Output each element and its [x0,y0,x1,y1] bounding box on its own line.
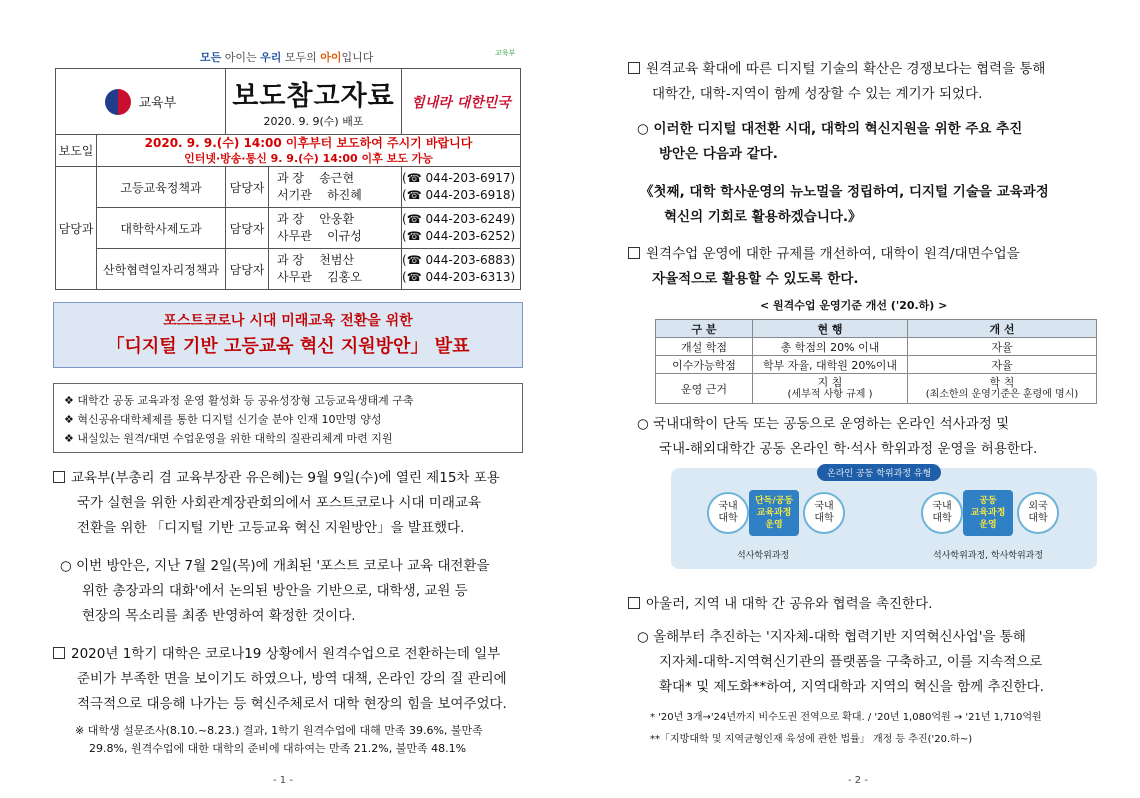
text-line: 2020년 1학기 대학은 코로나19 상황에서 원격수업으로 전환하는데 일부 [71,646,501,662]
release-label: 보도일 [56,135,97,167]
phone-number: 044-203-6249 [425,212,511,226]
checkbox-bullet-icon [628,247,640,259]
circle-bullet-icon: ○ [60,558,77,574]
bullet-icon: ❖ [64,413,78,426]
phone-number: 044-203-6313 [425,270,511,284]
table-title: < 원격수업 운영기준 개선 ('20.하) > [760,299,948,312]
left-center-box: 단독/공동 교육과정 운영 [749,490,799,536]
cell-line: (최소한의 운영기준은 훈령에 명시) [925,388,1079,400]
p2-paragraph-6 [637,625,1102,700]
page-number: - 2 - [848,775,868,786]
circle-bullet-icon: ○ [637,629,654,645]
text-line: 대학간, 대학-지역이 함께 성장할 수 있는 계기가 되었다. [652,86,983,102]
mini-logo: 교육부 [495,49,516,57]
phone-number: 044-203-6918 [425,188,511,202]
summary-text: 내실있는 원격/대면 수업운영을 위한 대학의 질관리체계 마련 지원 [77,432,393,445]
role-label: 담당자 [226,167,269,208]
contact-phones: (☎ 044-203-6249) (☎ 044-203-6252) [402,208,521,249]
dept-name: 고등교육정책과 [97,167,226,208]
dept-name: 대학학사제도과 [97,208,226,249]
text-line: 아울러, 지역 내 대학 간 공유와 협력을 촉진한다. [646,596,933,612]
bullet-icon: ❖ [64,394,78,407]
phone-icon: ☎ [406,229,422,243]
text-line: 준비가 부족한 면을 보이기도 하였으나, 방역 대책, 온라인 강의 질 관리에 [77,671,507,687]
text-line: 국가 실현을 위한 사회관계장관회의에서 포스트코로나 시대 미래교육 [77,495,481,511]
headline-banner [53,302,523,368]
footnote [75,722,530,758]
contact-phones: (☎ 044-203-6883) (☎ 044-203-6313) [402,249,521,290]
table-cell: 이수가능학점 [656,356,753,374]
contact-role: 과 장 [277,212,305,226]
release-cell [97,135,521,167]
diagram-title: 온라인 공동 학위과정 유형 [817,464,941,481]
right-domestic: 국내 대학 [921,492,963,534]
table-cell: 개설 학점 [656,338,753,356]
text-line: 국내대학이 단독 또는 공동으로 운영하는 온라인 석사과정 및 [653,416,1010,432]
circle-bullet-icon: ○ [637,121,654,137]
text-line: 현장의 목소리를 최종 반영하여 확정한 것이다. [82,608,356,624]
left-caption: 석사학위과정 [737,551,790,561]
role-label: 담당자 [226,249,269,290]
text-line: 전환을 위한 「디지털 기반 고등교육 혁신 지원방안」을 발표했다. [77,520,465,536]
contact-name: 천범산 [319,253,355,267]
cell-line: 지 침 [817,375,843,389]
table-header: 현 행 [753,320,908,338]
headline-subtitle: 포스트코로나 시대 미래교육 전환을 위한 [163,313,413,329]
checkbox-bullet-icon [628,62,640,74]
headline-title: 「디지털 기반 고등교육 혁신 지원방안」 발표 [106,336,470,357]
table-row [656,356,1097,374]
table-cell: 자율 [908,338,1097,356]
right-center-box: 공동 교육과정 운영 [963,490,1013,536]
contact-names [269,208,402,249]
circle-bullet-icon: ○ [637,416,654,432]
right-caption: 석사학위과정, 학사학위과정 [933,551,1044,561]
text-line: 《첫째, 대학 학사운영의 뉴노멀을 정립하여, 디지털 기술을 교육과정 [640,184,1049,200]
phone-icon: ☎ [406,171,422,185]
p2-paragraph-1 [628,57,1103,107]
checkbox-bullet-icon [628,597,640,609]
phone-number: 044-203-6252 [425,229,511,243]
contact-role: 서기관 [277,188,312,202]
text-line: 확대* 및 제도화**하여, 지역대학과 지역의 혁신을 함께 추진한다. [659,679,1044,695]
tagline-part: 아이 [320,51,342,64]
text-line: 29.8%, 원격수업에 대한 대학의 준비에 대하여는 만족 21.2%, 불만족 48.1% [89,742,467,755]
dept-name: 산학협력일자리정책과 [97,249,226,290]
table-cell: 총 학점의 20% 이내 [753,338,908,356]
contact-name: 안웅환 [319,212,355,226]
bullet-icon: ❖ [64,432,78,445]
tagline [200,49,373,65]
contact-name: 김홍오 [327,270,362,284]
contact-names [269,249,402,290]
left-domestic-b: 국내 대학 [803,492,845,534]
text-line: 혁신의 기회로 활용하겠습니다.》 [664,209,862,225]
role-label: 담당자 [226,208,269,249]
tagline-part: 우리 [260,51,282,64]
contact-role: 과 장 [277,253,305,267]
tagline-part: 모든 [200,51,222,64]
text-line: 원격교육 확대에 따른 디지털 기술의 확산은 경쟁보다는 협력을 통해 [646,61,1046,77]
text-line: **「지방대학 및 지역균형인재 육성에 관한 법률」 개정 등 추진('20.하~) [650,734,973,745]
p2-paragraph-3 [628,242,1103,292]
ministry-cell [56,69,226,135]
tagline-part: 모두의 [281,51,321,64]
table-header: 구 분 [656,320,753,338]
p2-quote [640,180,1100,230]
p2-paragraph-2 [637,117,1102,167]
text-line: 이러한 디지털 대전환 시대, 대학의 혁신지원을 위한 주요 추진 [653,121,1023,137]
tagline-part: 입니다 [341,51,374,64]
summary-item [64,429,522,448]
cell-line: 학 칙 [989,375,1015,389]
table-row [656,374,1097,404]
summary-box [53,383,523,453]
table-header: 개 선 [908,320,1097,338]
rule-table [655,319,1097,404]
summary-item [64,410,522,429]
phone-number: 044-203-6883 [425,253,511,267]
degree-type-diagram [671,468,1097,569]
table-cell: 운영 근거 [656,374,753,404]
page-number: - 1 - [273,775,293,786]
right-foreign: 외국 대학 [1017,492,1059,534]
summary-text: 혁신공유대학체제를 통한 디지털 신기술 분야 인재 10만명 양성 [77,413,382,426]
phone-icon: ☎ [406,253,422,267]
text-line: ※ 대학생 설문조사(8.10.~8.23.) 결과, 1학기 원격수업에 대해 만족 39.6%, 불만족 [75,724,483,737]
contact-role: 과 장 [277,171,305,185]
p2-paragraph-4 [637,412,1102,462]
summary-item [64,391,522,410]
tagline-part: 아이는 [221,51,261,64]
ministry-name: 교육부 [138,96,177,111]
text-line: 지자체-대학-지역혁신기관의 플랫폼을 구축하고, 이를 지속적으로 [659,654,1043,670]
p2-paragraph-5 [628,592,1103,617]
ministry-logo-icon [105,89,131,115]
release-line: 인터넷·방송·통신 9. 9.(수) 14:00 이후 보도 가능 [184,151,433,165]
contact-name: 송근현 [319,171,355,185]
paragraph-3 [53,642,528,717]
left-domestic-a: 국내 대학 [707,492,749,534]
contact-name: 하진혜 [327,188,362,202]
summary-text: 대학간 공동 교육과정 운영 활성화 등 공유성장형 고등교육생태계 구축 [77,394,414,407]
phone-icon: ☎ [406,188,422,202]
text-line: 원격수업 운영에 대한 규제를 개선하여, 대학이 원격/대면수업을 [646,246,1020,262]
header-table [55,68,521,290]
phone-icon: ☎ [406,270,422,284]
text-line: * '20년 3개→'24년까지 비수도권 전역으로 확대. / '20년 1,080억원 → '21년 1,710억원 [650,712,1042,723]
release-line: 2020. 9. 9.(수) 14:00 이후부터 보도하여 주시기 바랍니다 [144,135,473,150]
text-line: 자율적으로 활용할 수 있도록 한다. [652,271,859,287]
paragraph-2 [60,554,528,629]
table-cell [753,374,908,404]
phone-icon: ☎ [406,212,422,226]
contact-role: 사무관 [277,229,312,243]
p2-footnotes [650,709,1110,749]
text-line: 국내-해외대학간 공동 온라인 학·석사 학위과정 운영을 허용한다. [659,441,1038,457]
contact-name: 이규성 [327,229,362,243]
doc-title: 보도참고자료 [232,81,395,112]
dept-label: 담당과 [56,167,97,290]
doc-date: 2020. 9. 9(수) 배포 [263,115,364,128]
table-cell [908,374,1097,404]
paragraph-1 [53,466,528,541]
contact-role: 사무관 [277,270,312,284]
cell-line: (세부적 사항 규제 ) [787,388,873,400]
text-line: 위한 총장과의 대화'에서 논의된 방안을 기반으로, 대학생, 교원 등 [82,583,468,599]
text-line: 이번 방안은, 지난 7월 2일(목)에 개최된 '포스트 코로나 교육 대전환을 [76,558,490,574]
phone-number: 044-203-6917 [425,171,511,185]
contact-phones: (☎ 044-203-6917) (☎ 044-203-6918) [402,167,521,208]
checkbox-bullet-icon [53,647,65,659]
checkbox-bullet-icon [53,471,65,483]
contact-names [269,167,402,208]
text-line: 교육부(부총리 겸 교육부장관 유은혜)는 9월 9일(수)에 열린 제15차 포용 [71,470,500,486]
table-cell: 자율 [908,356,1097,374]
slogan-logo: 힘내라 대한민국 [411,94,511,111]
text-line: 적극적으로 대응해 나가는 등 혁신주체로서 대학 현장의 힘을 보여주었다. [77,696,507,712]
text-line: 올해부터 추진하는 '지자체-대학 협력기반 지역혁신사업'을 통해 [653,629,1026,645]
table-cell: 학부 자율, 대학원 20%이내 [753,356,908,374]
slogan-cell [402,69,521,135]
title-cell [226,69,402,135]
text-line: 방안은 다음과 같다. [659,146,778,162]
table-row [656,338,1097,356]
